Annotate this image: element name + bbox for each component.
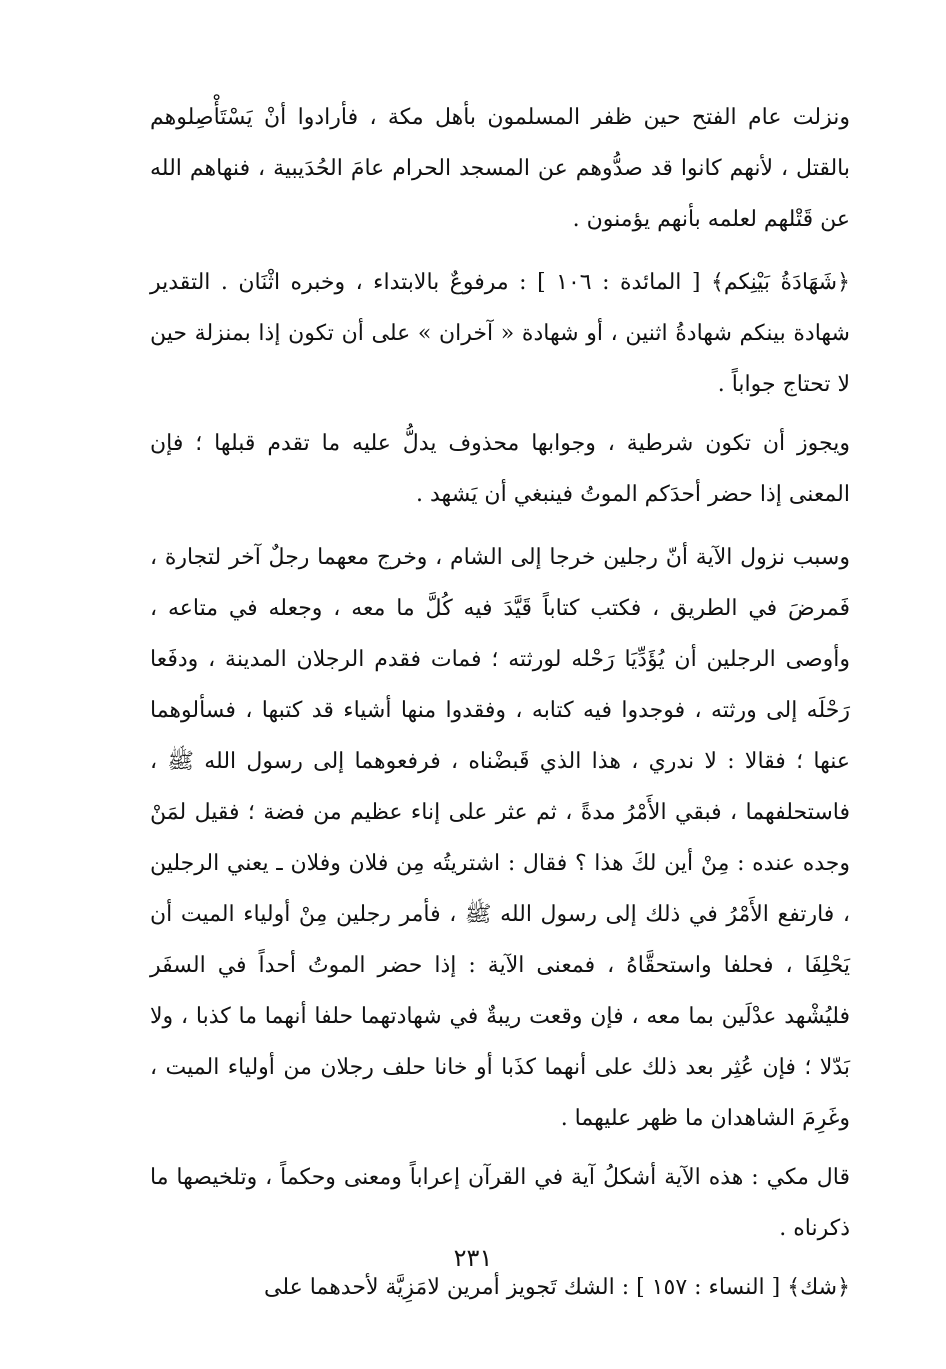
paragraph-shahadat-baynikum: ﴿شَهَادَةُ بَيْنِكم﴾ [ المائدة : ١٠٦ ] : مرفوعٌ بالابتداء ، وخبره اثْنَان . التقدير شهادة بينكم شهادةُ اثنين ، أو شهادة « آخران » على أن تكون إذا بمنزلة حين لا تحتاج جواباً . bbox=[150, 270, 850, 397]
paragraph-conditional: ويجوز أن تكون شرطية ، وجوابها محذوف يدلُّ عليه ما تقدم قبلها ؛ فإن المعنى إذا حضر أحدَكم الموتُ فينبغي أن يَشهد . bbox=[150, 431, 850, 507]
paragraph-conquest: ونزلت عام الفتح حين ظفر المسلمون بأهل مكة ، فأرادوا أنْ يَسْتَأْصِلوهم بالقتل ، لأنهم كانوا قد صدُّوهم عن المسجد الحرام عامَ الحُدَيبية ، فنهاهم الله عن قَتْلهم لعلمه بأنهم يؤمنون . bbox=[150, 105, 850, 232]
paragraph-revelation-cause: وسبب نزول الآية أنّ رجلين خرجا إلى الشام ، وخرج معهما رجلٌ آخر لتجارة ، فَمرضَ في الطريق ، فكتب كتاباً قَيَّدَ فيه كُلَّ ما معه ، وجعله في متاعه ، وأوصى الرجلين أن يُؤَدِّيَا رَحْله لورثته ؛ فمات فقدم الرجلان المدينة ، ودفَعا رَحْلَه إلى ورثته ، فوجدوا فيه كتابه ، وفقدوا منها أشياء قد كتبها ، فسألوهما عنها ؛ فقالا : لا ندري ، هذا الذي قَبضْناه ، فرفعوهما إلى رسول الله ﷺ ، فاستحلفهما ، فبقي الأَمْرُ مدةً ، ثم عثر على إناء عظيم من فضة ؛ فقيل لمَنْ وجده عنده : مِنْ أين لكَ هذا ؟ فقال : اشتريتُه مِن فلان وفلان ـ يعني الرجلين ، فارتفع الأَمْرُ في ذلك إلى رسول الله ﷺ ، فأمر رجلين مِنْ أولياء الميت أن يَحْلِفَا ، فحلفا واستحقَّاهُ ، فمعنى الآية : إذا حضر الموتُ أحداً في السفَر فليُشْهد عدْلَين بما معه ، فإن وقعت ريبةٌ في شهادتهما حلفا أنهما ما كذبا ، ولا بَدّلا ؛ فإن عُثِر بعد ذلك على أنهما كذَبا أو خانا حلف رجلان من أولياء الميت ، وغَرِمَ الشاهدان ما ظهر عليهما . bbox=[150, 545, 850, 1131]
page-body bbox=[150, 92, 850, 1313]
paragraph-makki-quote: قال مكي : هذه الآية أشكلُ آية في القرآن إعراباً ومعنى وحكماً ، وتلخيصها ما ذكرناه . bbox=[150, 1165, 850, 1241]
page-number: ٢٣١ bbox=[453, 1244, 493, 1272]
paragraph-shakk: ﴿شك﴾ [ النساء : ١٥٧ ] : الشك تَجويز أمرين لامَزِيَّة لأحدهما على bbox=[264, 1275, 850, 1300]
